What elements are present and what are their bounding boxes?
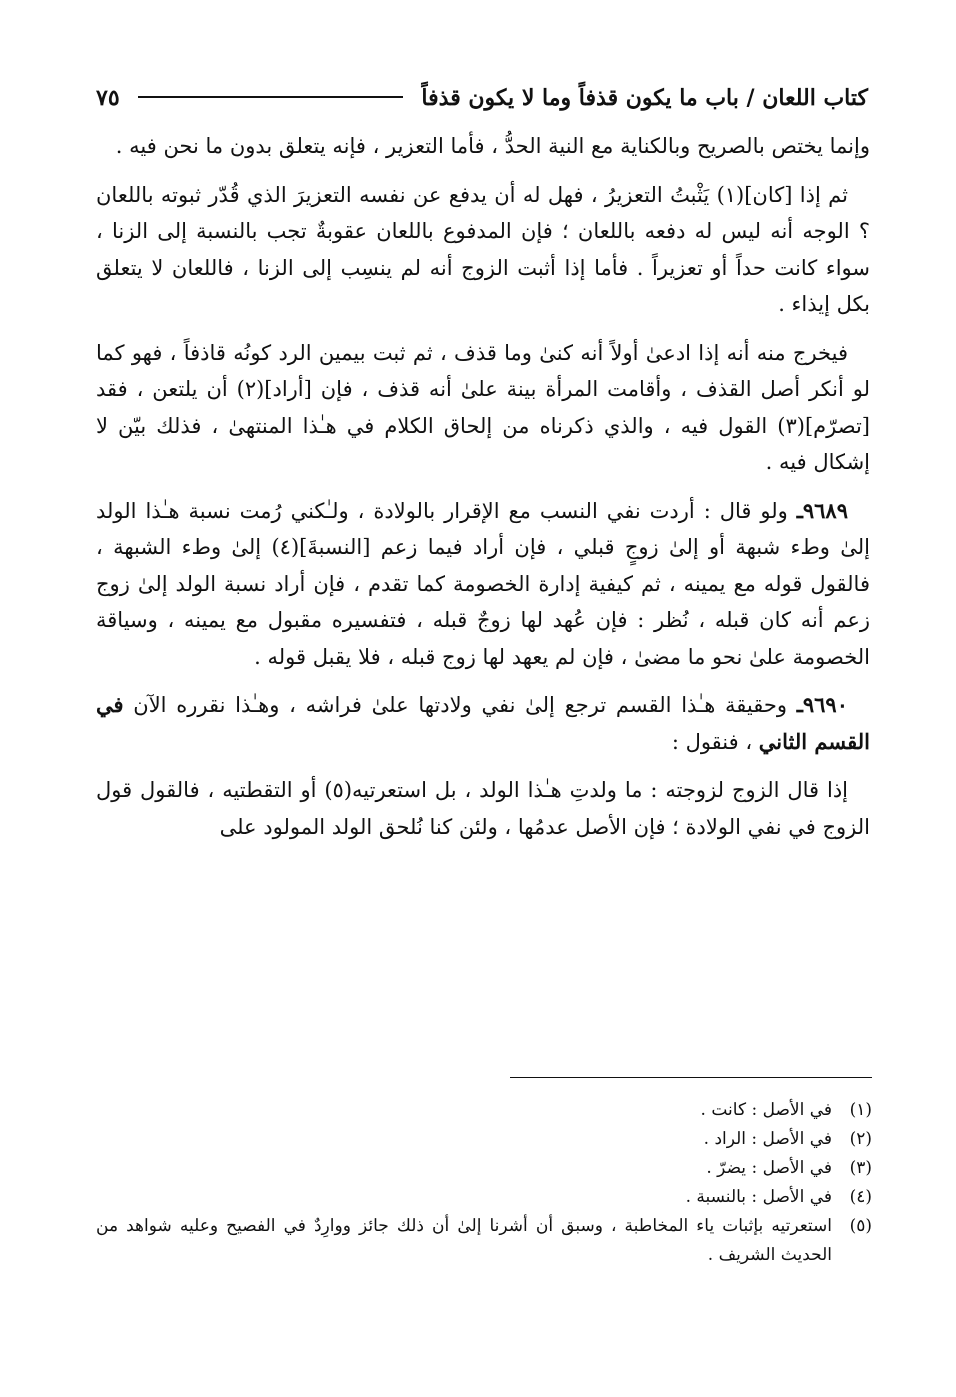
running-title: كتاب اللعان / باب ما يكون قذفاً وما لا يكون قذفاً (421, 85, 868, 111)
paragraph-text: ولو قال : أردت نفي النسب مع الإقرار بالولادة ، ولـٰكني رُمت نسبة هـٰذا الولد إلىٰ وطء شبهة أو إلىٰ زوجٍ قبلي ، فإن أراد فيما زعم [النسبةَ](٤) إلىٰ وطء الشبهة ، فالقول قوله مع يمينه ، ثم كيفية إدارة الخصومة كما تقدم ، فإن أراد نسبة الولد إلىٰ زوج زعم أنه كان قبله ، نُظر : فإن عُهد لها زوجٌ قبله ، فتفسيره مقبول مع يمينه ، وسياقة الخصومة علىٰ نحو ما مضىٰ ، فإن لم يعهد لها زوج قبله ، فلا يقبل قوله . (96, 498, 870, 669)
paragraph-text: وحقيقة هـٰذا القسم ترجع إلىٰ نفي ولادتها علىٰ فراشه ، وهـٰذا نقرره الآن (123, 693, 797, 717)
footnote-number: (١) (849, 1100, 872, 1120)
footnote-text: في الأصل : كانت . (700, 1100, 832, 1120)
footnote-text: في الأصل : الراد . (703, 1129, 832, 1149)
footnote-number: (٥) (849, 1216, 872, 1236)
footnote-number: (٢) (849, 1129, 872, 1149)
paragraph-number: ٩٦٨٩ـ (796, 497, 848, 523)
numbered-paragraph-9689 (96, 493, 870, 676)
paragraph-continuation (96, 128, 870, 165)
numbered-paragraph-9690 (96, 687, 870, 760)
header-rule (138, 96, 404, 98)
paragraph-text: وإنما يختص بالصريح وبالكناية مع النية الحدُّ ، فأما التعزير ، فإنه يتعلق بدون ما نحن فيه . (115, 134, 870, 158)
page-number: ٧٥ (96, 85, 120, 111)
section-reference: في القسم الثاني (96, 692, 870, 754)
paragraph (96, 772, 870, 845)
paragraph (96, 335, 870, 481)
footnote-number: (٣) (849, 1158, 872, 1178)
footnote (96, 1183, 872, 1212)
paragraph-text: ثم إذا [كان](١) يَثْبتُ التعزيرُ ، فهل له أن يدفع عن نفسه التعزيرَ الذي قُدّر ثبوته باللعان ؟ الوجه أنه ليس له دفعه باللعان ؛ فإن المدفوع باللعان عقوبةٌ تجب بالنسبة إلى الزنا ، سواء كانت حداً أو تعزيراً . فأما إذا أثبت الزوج أنه لم ينسِب إلى الزنا ، فاللعان لا يتعلق بكل إيذاء . (96, 182, 870, 316)
page-header (96, 80, 868, 116)
footnote-divider (510, 1077, 872, 1078)
footnote (96, 1212, 872, 1270)
footnote (96, 1096, 872, 1125)
footnote-text: استعرتيه بإثبات ياء المخاطبة ، وسبق أن أشرنا إلىٰ أن ذلك جائز ووارِدٌ في الفصيح وعليه شواهد من الحديث الشريف . (96, 1216, 832, 1265)
paragraph-text: فيخرج منه أنه إذا ادعىٰ أولاً أنه كنىٰ وما قذف ، ثم ثبت بيمين الرد كونُه قاذفاً ، فهو كما لو أنكر أصل القذف ، وأقامت المرأة بينة علىٰ أنه قذف ، فإن [أراد](٢) أن يلتعن ، فقد [تصرّم](٣) القول فيه ، والذي ذكرناه من إلحاق الكلام في هـٰذا المنتهىٰ ، فذلك بيّن لا إشكال فيه . (96, 340, 871, 474)
footnotes (96, 1096, 872, 1270)
footnote (96, 1125, 872, 1154)
main-text (96, 128, 870, 857)
footnote-number: (٤) (849, 1187, 872, 1207)
paragraph-text: إذا قال الزوج لزوجته : ما ولدتِ هـٰذا الولد ، بل استعرتيه(٥) أو التقطتيه ، فالقول قول الزوج في نفي الولادة ؛ فإن الأصل عدمُها ، ولئن كنا نُلحق الولد المولود على (96, 778, 870, 839)
paragraph (96, 177, 870, 323)
paragraph-number: ٩٦٩٠ـ (796, 692, 848, 717)
footnote (96, 1154, 872, 1183)
footnote-text: في الأصل : يضرّ . (706, 1158, 832, 1178)
footnote-text: في الأصل : بالنسبة . (685, 1187, 832, 1207)
paragraph-text-tail: ، فنقول : (671, 729, 759, 754)
